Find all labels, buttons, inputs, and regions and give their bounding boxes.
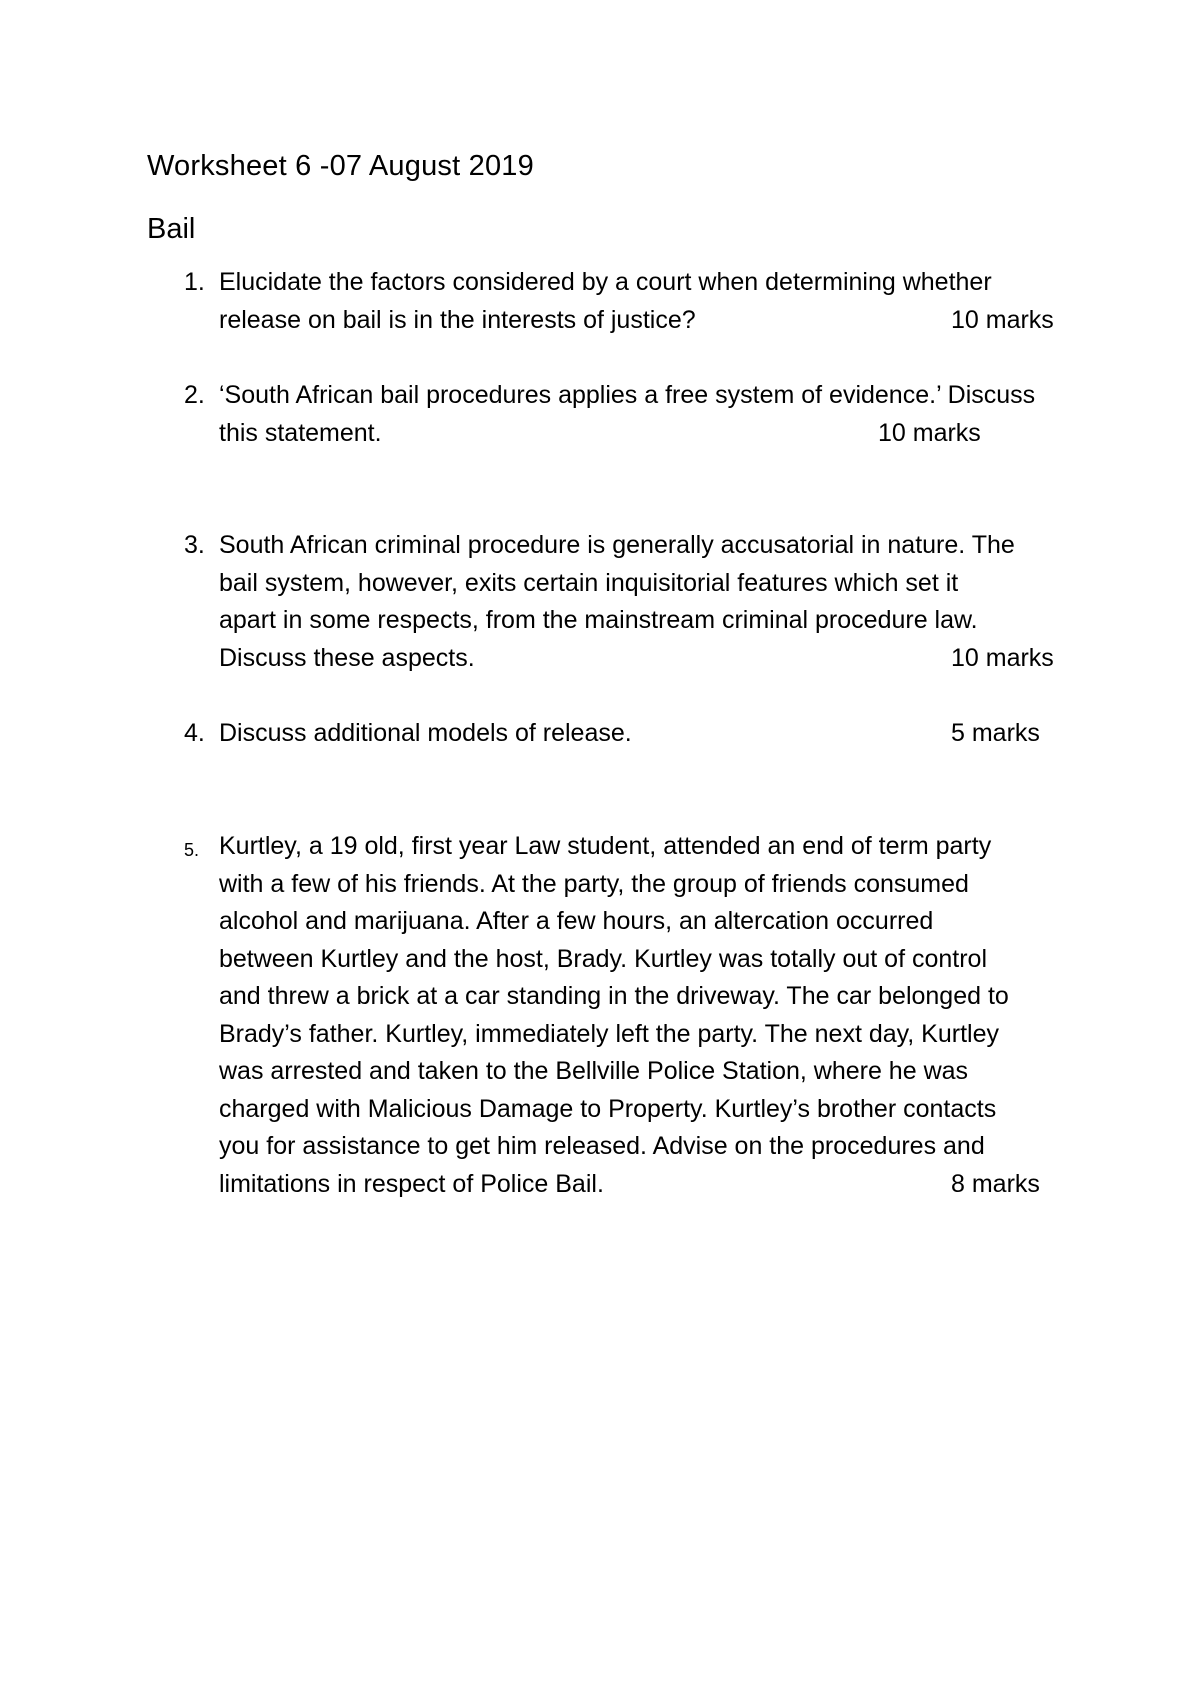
question-number: 5. bbox=[184, 840, 200, 860]
marks-label: 10 marks bbox=[951, 305, 1054, 334]
question-text bbox=[219, 527, 1099, 677]
marks-label: 10 marks bbox=[951, 643, 1054, 672]
question-line: ‘South African bail procedures applies a free system of evidence.’ Discuss bbox=[219, 381, 1036, 409]
section-heading: Bail bbox=[147, 213, 196, 245]
question-line: Brady’s father. Kurtley, immediately left the party. The next day, Kurtley bbox=[219, 1019, 999, 1048]
question-line: you for assistance to get him released. Advise on the procedures and bbox=[219, 1132, 985, 1160]
question-line-with-marks bbox=[219, 640, 1099, 678]
question-line: and threw a brick at a car standing in the driveway. The car belonged to bbox=[219, 982, 1009, 1010]
question-line: Discuss additional models of release. bbox=[219, 719, 632, 747]
question-line: bail system, however, exits certain inquisitorial features which set it bbox=[219, 568, 959, 597]
question-line: Elucidate the factors considered by a court when determining whether bbox=[219, 268, 992, 296]
question-text bbox=[219, 377, 1099, 452]
question-line: between Kurtley and the host, Brady. Kurtley was totally out of control bbox=[219, 944, 988, 973]
marks-label: 8 marks bbox=[951, 1169, 1040, 1198]
question-line: alcohol and marijuana. After a few hours, an altercation occurred bbox=[219, 907, 934, 935]
question-line: Kurtley, a 19 old, first year Law student, attended an end of term party bbox=[219, 832, 992, 860]
question-line-with-marks bbox=[219, 415, 1099, 453]
question-line: charged with Malicious Damage to Property. Kurtley’s brother contacts bbox=[219, 1094, 997, 1123]
question-text bbox=[219, 828, 1099, 1203]
question-line: this statement. bbox=[219, 418, 382, 447]
question-number: 1. bbox=[184, 268, 205, 296]
question-line: South African criminal procedure is generally accusatorial in nature. The bbox=[219, 531, 1015, 559]
question-line-with-marks bbox=[219, 302, 1099, 340]
question-number: 4. bbox=[184, 719, 205, 747]
question-line: Discuss these aspects. bbox=[219, 643, 475, 672]
question-line: limitations in respect of Police Bail. bbox=[219, 1169, 604, 1198]
document-title: Worksheet 6 -07 August 2019 bbox=[147, 150, 534, 182]
question-line: was arrested and taken to the Bellville Police Station, where he was bbox=[219, 1057, 969, 1085]
question-line: apart in some respects, from the mainstream criminal procedure law. bbox=[219, 606, 978, 634]
marks-label: 10 marks bbox=[878, 418, 981, 447]
question-line: release on bail is in the interests of justice? bbox=[219, 305, 696, 334]
question-text bbox=[219, 715, 1099, 753]
question-text bbox=[219, 264, 1099, 339]
marks-label: 5 marks bbox=[951, 719, 1040, 747]
question-number: 3. bbox=[184, 531, 205, 559]
question-line-with-marks bbox=[219, 1166, 1099, 1204]
question-line-with-marks bbox=[219, 715, 1099, 753]
question-line: with a few of his friends. At the party, the group of friends consumed bbox=[219, 869, 969, 898]
question-number: 2. bbox=[184, 381, 205, 409]
